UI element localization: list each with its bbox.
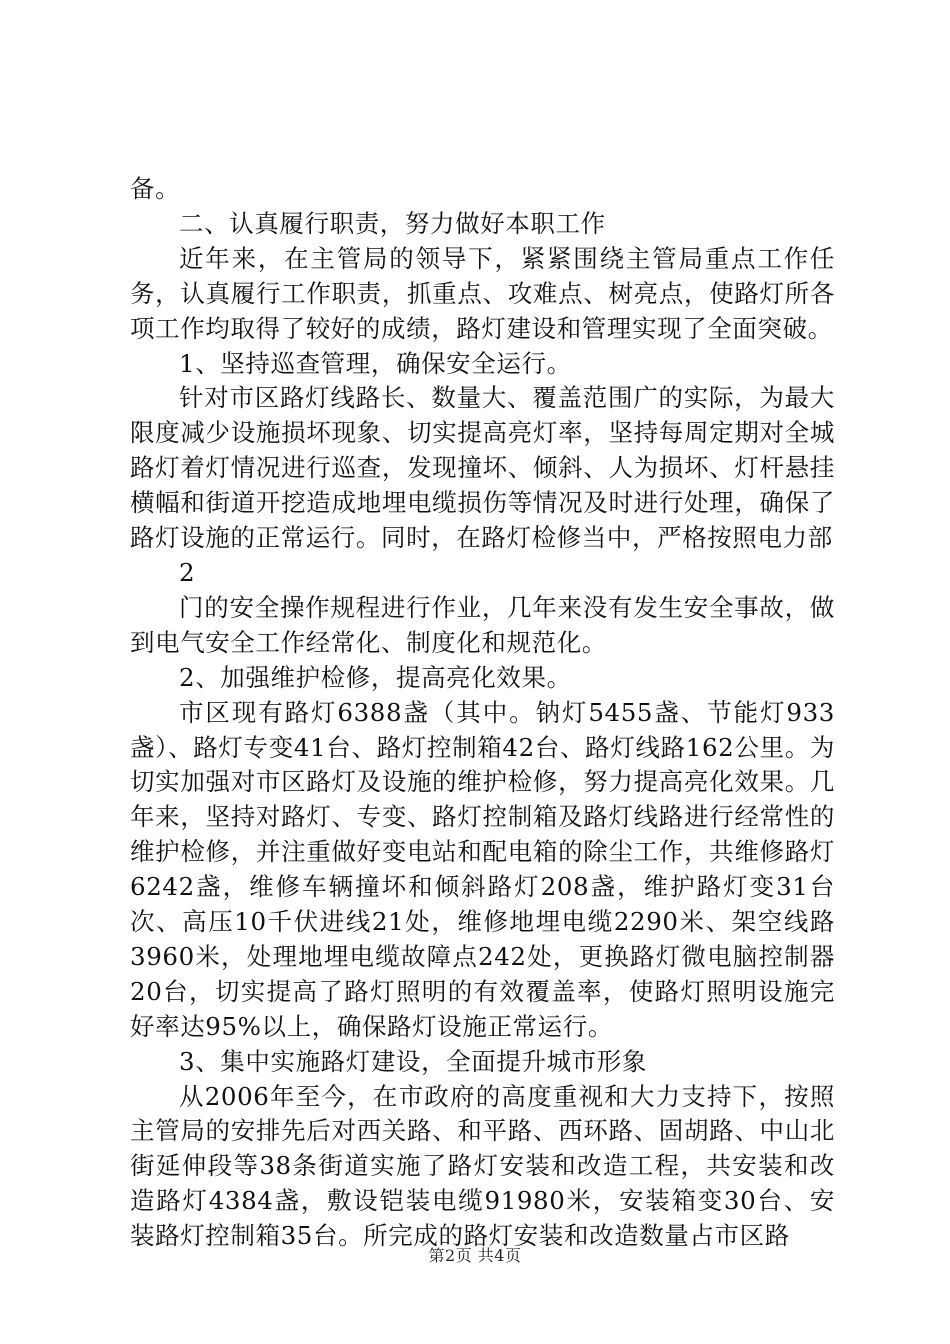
section-heading: 二、认真履行职责，努力做好本职工作 <box>179 208 606 238</box>
paragraph: 市区现有路灯6388盏（其中。钠灯5455盏、节能灯933盏）、路灯专变41台、路灯控制箱42台、路灯线路162公里。为切实加强对市区路灯及设施的维护检修，努力提高亮化效果。几年来，坚持对路灯、专变、路灯控制箱及路灯线路进行经常性的维护检修，并注重做好变电站和配电箱的除尘工作，共维修路灯6242盏，维修车辆撞坏和倾斜路灯208盏，维护路灯变31台次、高压10千伏进线21处，维修地埋电缆2290米、架空线路3960米，处理地埋电缆故障点242处，更换路灯微电脑控制器20台，切实提高了路灯照明的有效覆盖率，使路灯照明设施完好率达95%以上，确保路灯设施正常运行。 <box>130 697 835 1041</box>
subsection-heading: 1、坚持巡查管理，确保安全运行。 <box>179 348 572 378</box>
page-footer: 第2页 共4页 <box>428 1246 522 1265</box>
paragraph: 门的安全操作规程进行作业，几年来没有发生安全事故，做到电气安全工作经常化、制度化和规范化。 <box>130 592 835 657</box>
paragraph: 从2006年至今，在市政府的高度重视和大力支持下，按照主管局的安排先后对西关路、和平路、西环路、固胡路、中山北街延伸段等38条街道实施了路灯安装和改造工程，共安装和改造路灯4384盏，敷设铠装电缆91980米，安装箱变30台、安装路灯控制箱35台。所完成的路灯安装和改造数量占市区路 <box>130 1081 835 1251</box>
subsection-heading: 2、加强维护检修，提高亮化效果。 <box>179 662 572 692</box>
document-body <box>130 172 835 1254</box>
paragraph: 备。 <box>130 174 181 203</box>
paragraph: 针对市区路灯线路长、数量大、覆盖范围广的实际，为最大限度减少设施损坏现象、切实提高亮灯率，坚持每周定期对全城路灯着灯情况进行巡查，发现撞坏、倾斜、人为损坏、灯杆悬挂横幅和街道开挖造成地埋电缆损伤等情况及时进行处理，确保了路灯设施的正常运行。同时，在路灯检修当中，严格按照电力部 <box>130 383 835 553</box>
subsection-heading: 3、集中实施路灯建设，全面提升城市形象 <box>179 1046 647 1076</box>
inline-page-number: 2 <box>179 557 196 587</box>
paragraph: 近年来，在主管局的领导下，紧紧围绕主管局重点工作任务，认真履行工作职责，抓重点、攻难点、树亮点，使路灯所各项工作均取得了较好的成绩，路灯建设和管理实现了全面突破。 <box>130 243 835 343</box>
